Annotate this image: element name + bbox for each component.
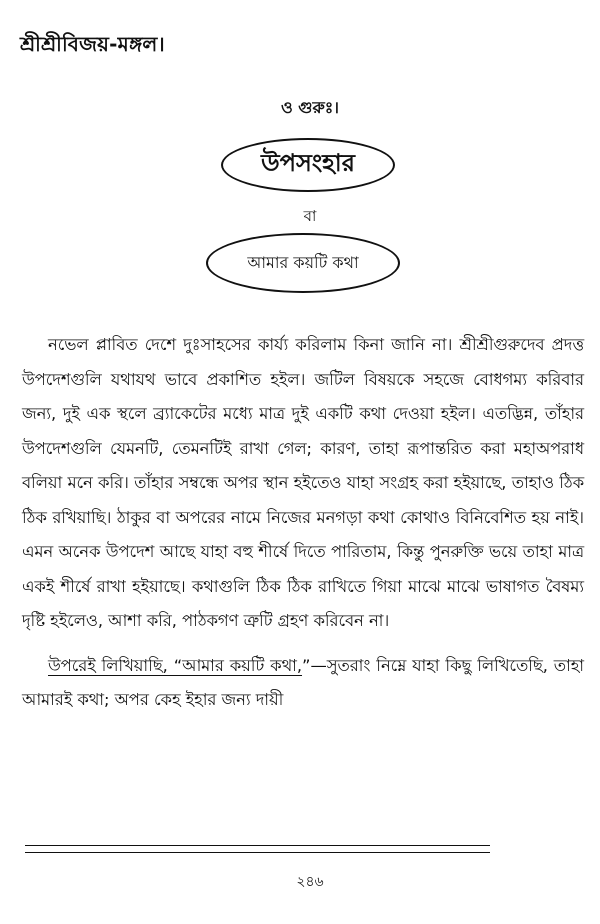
underlined-quote: উপরেই লিখিয়াছি, “আমার কয়টি কথা, [48,655,303,675]
invocation: ও গুরুঃ। [280,98,340,117]
footer-rule-bottom [25,852,490,853]
running-head-title: শ্রীশ্রীবিজয়-মঙ্গল। [20,32,165,56]
or-word: বা [303,207,317,225]
chapter-subtitle: আমার কয়টি কথা [247,252,359,272]
paragraph-2-rest: ”—সুতরাং নিম্নে যাহা কিছু লিখিতেছি, তাহা আমারই কথা; অপর কেহ ইহার জন্য দায়ী [22,655,584,709]
chapter-title: উপসংহার [261,149,355,177]
chapter-title-oval [221,138,395,192]
body-text [22,328,584,718]
paragraph-1: নভেল প্লাবিত দেশে দুঃসাহসের কার্য্য করিলাম কিনা জানি না। শ্রীশ্রীগুরুদেব প্রদত্ত উপদেশগুলি যথাযথ ভাবে প্রকাশিত হইল। জটিল বিষয়কে সহজে বোধগম্য করিবার জন্য, দুই এক স্থলে ব্র্যাকেটের মধ্যে মাত্র দুই একটি কথা দেওয়া হইল। এতদ্ভিন্ন, তাঁহার উপদেশগুলি যেমনটি, তেমনটিই রাখা গেল; কারণ, তাহা রূপান্তরিত করা মহাঅপরাধ বলিয়া মনে করি। তাঁহার সম্বন্ধে অপর স্থান হইতেও যাহা সংগ্রহ করা হইয়াছে, তাহাও ঠিক ঠিক রখিয়াছি। ঠাকুর বা অপরের নামে নিজের মনগড়া কথা কোথাও বিনিবেশিত হয় নাই। এমন অনেক উপদেশ আছে যাহা বহু শীর্ষে দিতে পারিতাম, কিন্তু পুনরুক্তি ভয়ে তাহা মাত্র একই শীর্ষে রাখা হইয়াছে। কথাগুলি ঠিক ঠিক রাখিতে গিয়া মাঝে মাঝে ভাষাগত বৈষম্য দৃষ্টি হইলেও, আশা করি, পাঠকগণ ত্রুটি গ্রহণ করিবেন না। [22,335,584,630]
page-number: ২৪৬ [296,874,324,890]
paragraph-2 [22,649,584,718]
chapter-subtitle-oval [206,233,400,293]
footer-rule-top [25,845,490,846]
